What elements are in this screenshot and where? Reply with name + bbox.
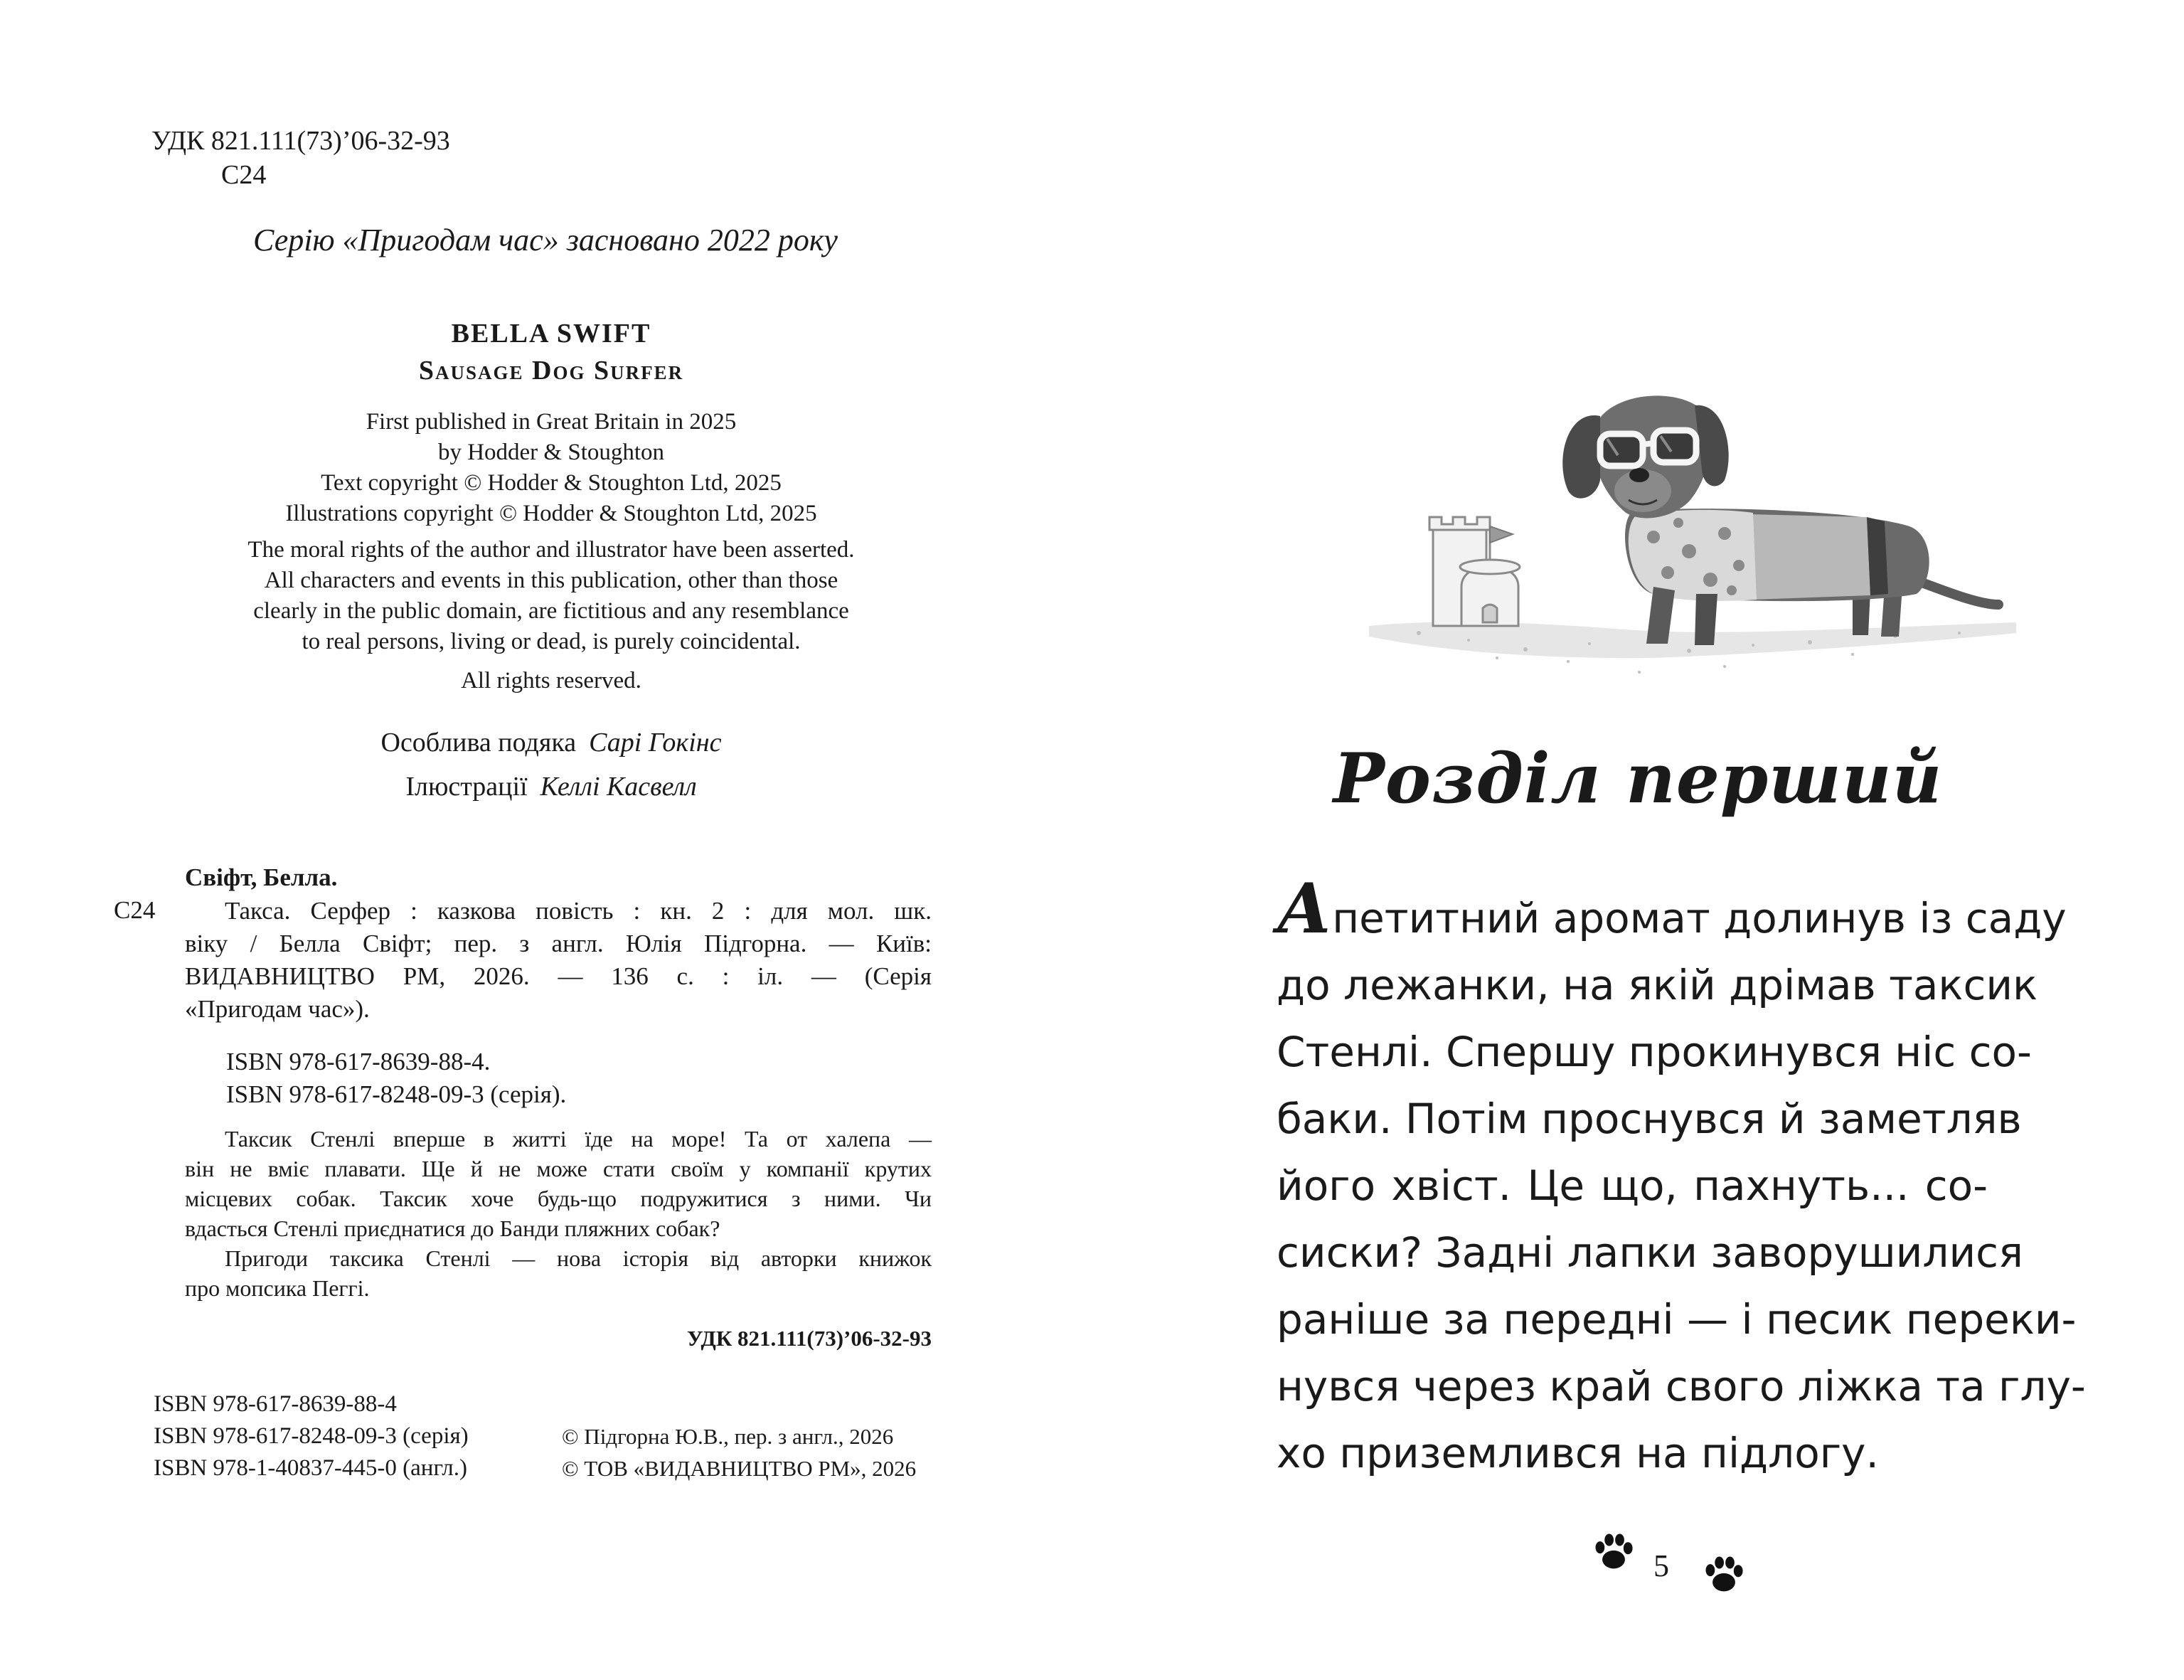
- body-line: Стенлі. Спершу прокинувся ніс со-: [1277, 1028, 2032, 1076]
- series-note: Серію «Пригодам час» засновано 2022 року: [253, 223, 838, 257]
- illustrations-label: Ілюстрації: [405, 772, 528, 802]
- isbn-footer: [154, 1388, 469, 1484]
- body-line: хо приземлився на підлогу.: [1277, 1429, 1879, 1477]
- page-number: 5: [1653, 1548, 1669, 1583]
- isbn-line: ISBN 978-617-8248-09-3 (серія).: [226, 1080, 567, 1108]
- catalog-line: Такса. Серфер : казкова повість : кн. 2 : для мол. шк.: [225, 897, 932, 925]
- original-title: Sausage Dog Surfer: [418, 356, 684, 386]
- body-line: його хвіст. Це що, пахнуть... со-: [1277, 1161, 1988, 1210]
- rights-line: to real persons, living or dead, is purely coincidental.: [302, 629, 801, 654]
- catalog-author: Свіфт, Белла.: [185, 863, 338, 891]
- udk-code-top: УДК 821.111(73)’06-32-93: [151, 126, 450, 156]
- catalog-line: «Пригодам час»).: [185, 995, 370, 1023]
- rights-line: The moral rights of the author and illustrator have been asserted.: [247, 537, 855, 563]
- isbn-footer-line: ISBN 978-617-8248-09-3 (серія): [154, 1423, 469, 1449]
- annotation-line: Таксик Стенлі вперше в житті їде на море! Та от халепа —: [225, 1126, 932, 1152]
- annotation-line: Пригоди таксика Стенлі — нова історія від авторки книжок: [225, 1245, 932, 1271]
- publication-line: First published in Great Britain in 2025: [366, 409, 737, 435]
- library-code-top: С24: [221, 160, 267, 190]
- annotation-line: він не вміє плавати. Ще й не може стати своїм у компанії крутих: [185, 1156, 932, 1181]
- catalog-code: С24: [114, 896, 156, 924]
- copyright-line: © Підгорна Ю.В., пер. з англ., 2026: [562, 1424, 894, 1449]
- thanks-name: Сарі Гокінс: [589, 728, 722, 757]
- body-line: нувся через край свого ліжка та глу-: [1277, 1362, 2086, 1410]
- publication-line: Text copyright © Hodder & Stoughton Ltd, 2025: [321, 470, 782, 496]
- special-thanks: [172, 725, 930, 760]
- dachshund-illustration: [1355, 338, 2030, 701]
- rights-statement: [172, 535, 930, 657]
- catalog-description: [185, 895, 932, 1026]
- publication-line: Illustrations copyright © Hodder & Stoughton Ltd, 2025: [285, 501, 817, 526]
- body-line: до лежанки, на якій дрімав таксик: [1277, 961, 2038, 1009]
- publication-info: [172, 407, 930, 529]
- catalog-line: віку / Белла Свіфт; пер. з англ. Юлія Підгорна. — Київ:: [185, 930, 932, 957]
- rights-line: All characters and events in this publication, other than those: [264, 568, 838, 593]
- illustrator-name: Келлі Касвелл: [540, 772, 697, 802]
- body-line: [1277, 868, 2067, 952]
- body-line-text: петитний аромат долинув із саду: [1332, 894, 2067, 942]
- isbn-footer-line: ISBN 978-1-40837-445-0 (англ.): [154, 1455, 468, 1481]
- copyright-footer: [562, 1420, 916, 1484]
- publication-line: by Hodder & Stoughton: [437, 440, 665, 465]
- chapter-title: Розділ перший: [1333, 738, 1943, 819]
- copyright-line: © ТОВ «ВИДАВНИЦТВО РМ», 2026: [562, 1456, 917, 1481]
- right-page: [1092, 0, 2184, 1680]
- paw-print-icon: [1700, 1551, 1748, 1599]
- annotation-line: про мопсика Пеггі.: [185, 1275, 370, 1301]
- paw-print-icon: [1589, 1528, 1638, 1576]
- thanks-label: Особлива подяка: [380, 728, 577, 757]
- annotation-line: місцевих собак. Таксик хоче будь-що подружитися з ними. Чи: [185, 1186, 932, 1211]
- udk-code-bottom: УДК 821.111(73)’06-32-93: [686, 1326, 932, 1351]
- original-author: BELLA SWIFT: [451, 319, 651, 349]
- book-annotation: [185, 1124, 932, 1303]
- catalog-line: ВИДАВНИЦТВО РМ, 2026. — 136 с. : іл. — (Серія: [185, 962, 932, 990]
- isbn-line: ISBN 978-617-8639-88-4.: [226, 1048, 491, 1075]
- body-line: раніше за передні — і песик переки-: [1277, 1295, 2077, 1344]
- catalog-isbn: [226, 1046, 566, 1111]
- body-line: баки. Потім проснувся й заметляв: [1277, 1095, 2022, 1143]
- isbn-footer-line: ISBN 978-617-8639-88-4: [154, 1391, 397, 1417]
- body-line: сиски? Задні лапки заворушилися: [1277, 1228, 2023, 1277]
- rights-line: clearly in the public domain, are fictitious and any resemblance: [253, 598, 849, 624]
- annotation-line: вдасться Стенлі приєднатися до Банди пляжних собак?: [185, 1216, 720, 1241]
- all-rights-reserved: All rights reserved.: [461, 668, 641, 693]
- chapter-body-text: [1277, 868, 2086, 1487]
- drop-cap: А: [1277, 868, 1333, 949]
- illustrations-credit: [172, 770, 930, 804]
